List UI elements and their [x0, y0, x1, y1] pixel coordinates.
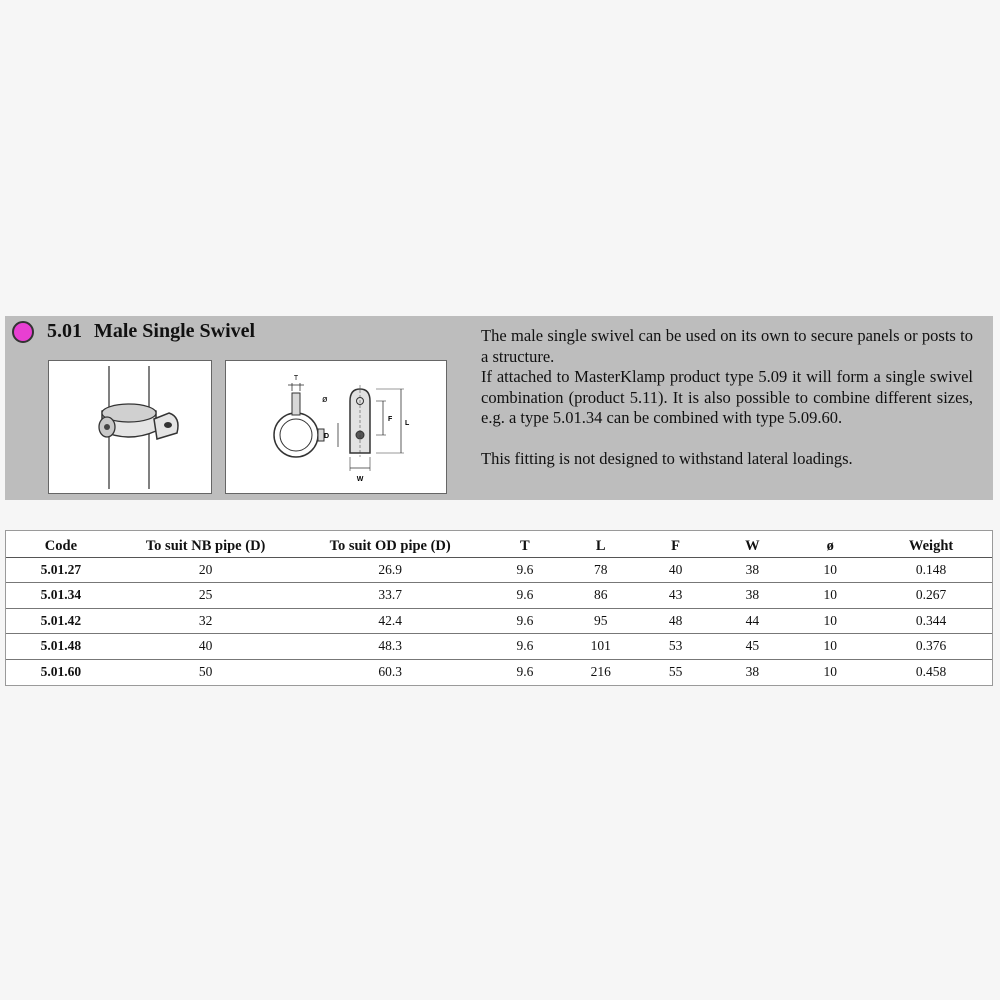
header-t: T	[485, 531, 565, 557]
product-title	[47, 320, 255, 343]
cell-t: 9.6	[485, 557, 565, 583]
cell-f: 55	[668, 664, 683, 679]
cell-l: 101	[565, 634, 637, 660]
product-name: Male Single Swivel	[94, 320, 256, 342]
spec-table	[6, 531, 992, 685]
cell-w: 38	[745, 664, 760, 679]
cell-weight: 0.376	[870, 634, 992, 660]
header-code: Code	[6, 531, 116, 557]
cell-weight: 0.148	[870, 557, 992, 583]
product-code: 5.01	[47, 320, 82, 342]
header-od-pipe: To suit OD pipe (D)	[295, 531, 485, 557]
dim-l-label: L	[405, 420, 410, 427]
dimension-drawing-icon	[226, 361, 448, 495]
cell-nb: 50	[198, 664, 213, 679]
cell-code: 5.01.48	[6, 634, 116, 660]
cell-code: 5.01.42	[6, 608, 116, 634]
cell-phi: 10	[790, 634, 870, 660]
table-row	[6, 634, 992, 660]
header-w: W	[714, 531, 790, 557]
cell-l: 95	[565, 608, 637, 634]
header-l: L	[565, 531, 637, 557]
cell-t: 9.6	[485, 634, 565, 660]
cell-od: 33.7	[295, 583, 485, 609]
cell-weight: 0.267	[870, 583, 992, 609]
description-paragraph: The male single swivel can be used on its own to secure panels or posts to a structure.	[481, 326, 973, 366]
technical-drawing	[225, 360, 447, 494]
cell-l: 78	[565, 557, 637, 583]
cell-l: 216	[590, 664, 611, 679]
cell-w: 44	[714, 608, 790, 634]
product-panel	[5, 316, 993, 500]
cell-od: 60.3	[378, 664, 402, 679]
table-row	[6, 583, 992, 609]
cell-f: 53	[637, 634, 715, 660]
cell-weight: 0.458	[915, 664, 947, 679]
cell-phi: 10	[823, 664, 837, 679]
cell-od: 26.9	[295, 557, 485, 583]
cell-w: 38	[714, 583, 790, 609]
cell-nb: 40	[116, 634, 296, 660]
description-paragraph: If attached to MasterKlamp product type 5.09 it will form a single swivel combination (product 5.11). It is also possible to combine different sizes, e.g. a type 5.01.34 can be combined with type 5.09.60.	[481, 367, 973, 427]
header-nb-pipe: To suit NB pipe (D)	[116, 531, 296, 557]
cell-weight: 0.344	[870, 608, 992, 634]
cell-od: 42.4	[295, 608, 485, 634]
table-row	[6, 659, 992, 685]
cell-f: 43	[637, 583, 715, 609]
dim-d-label: D	[324, 433, 330, 440]
header-phi: ø	[790, 531, 870, 557]
table-row	[6, 557, 992, 583]
cell-nb: 32	[116, 608, 296, 634]
cell-t: 9.6	[516, 664, 534, 679]
product-photo	[48, 360, 212, 494]
cell-code: 5.01.60	[40, 664, 82, 679]
dim-f-label: F	[388, 416, 393, 423]
cell-phi: 10	[790, 557, 870, 583]
dim-t-label: T	[293, 375, 299, 382]
cell-code: 5.01.34	[6, 583, 116, 609]
cell-w: 38	[714, 557, 790, 583]
table-header-row	[6, 531, 992, 557]
product-bullet-icon	[12, 321, 34, 343]
cell-od: 48.3	[295, 634, 485, 660]
cell-f: 48	[637, 608, 715, 634]
cell-code: 5.01.27	[6, 557, 116, 583]
header-weight: Weight	[870, 531, 992, 557]
cell-l: 86	[565, 583, 637, 609]
dim-phi-label: ø	[322, 394, 328, 404]
cell-nb: 20	[116, 557, 296, 583]
spec-table-container	[5, 530, 993, 686]
dim-w-label: W	[356, 476, 364, 483]
cell-phi: 10	[790, 583, 870, 609]
cell-phi: 10	[790, 608, 870, 634]
product-description	[481, 326, 973, 469]
cell-nb: 25	[116, 583, 296, 609]
cell-f: 40	[637, 557, 715, 583]
description-paragraph: This fitting is not designed to withstand lateral loadings.	[481, 448, 853, 468]
cell-t: 9.6	[485, 583, 565, 609]
swivel-fitting-icon	[49, 361, 213, 495]
cell-w: 45	[714, 634, 790, 660]
cell-t: 9.6	[485, 608, 565, 634]
table-row	[6, 608, 992, 634]
header-f: F	[637, 531, 715, 557]
